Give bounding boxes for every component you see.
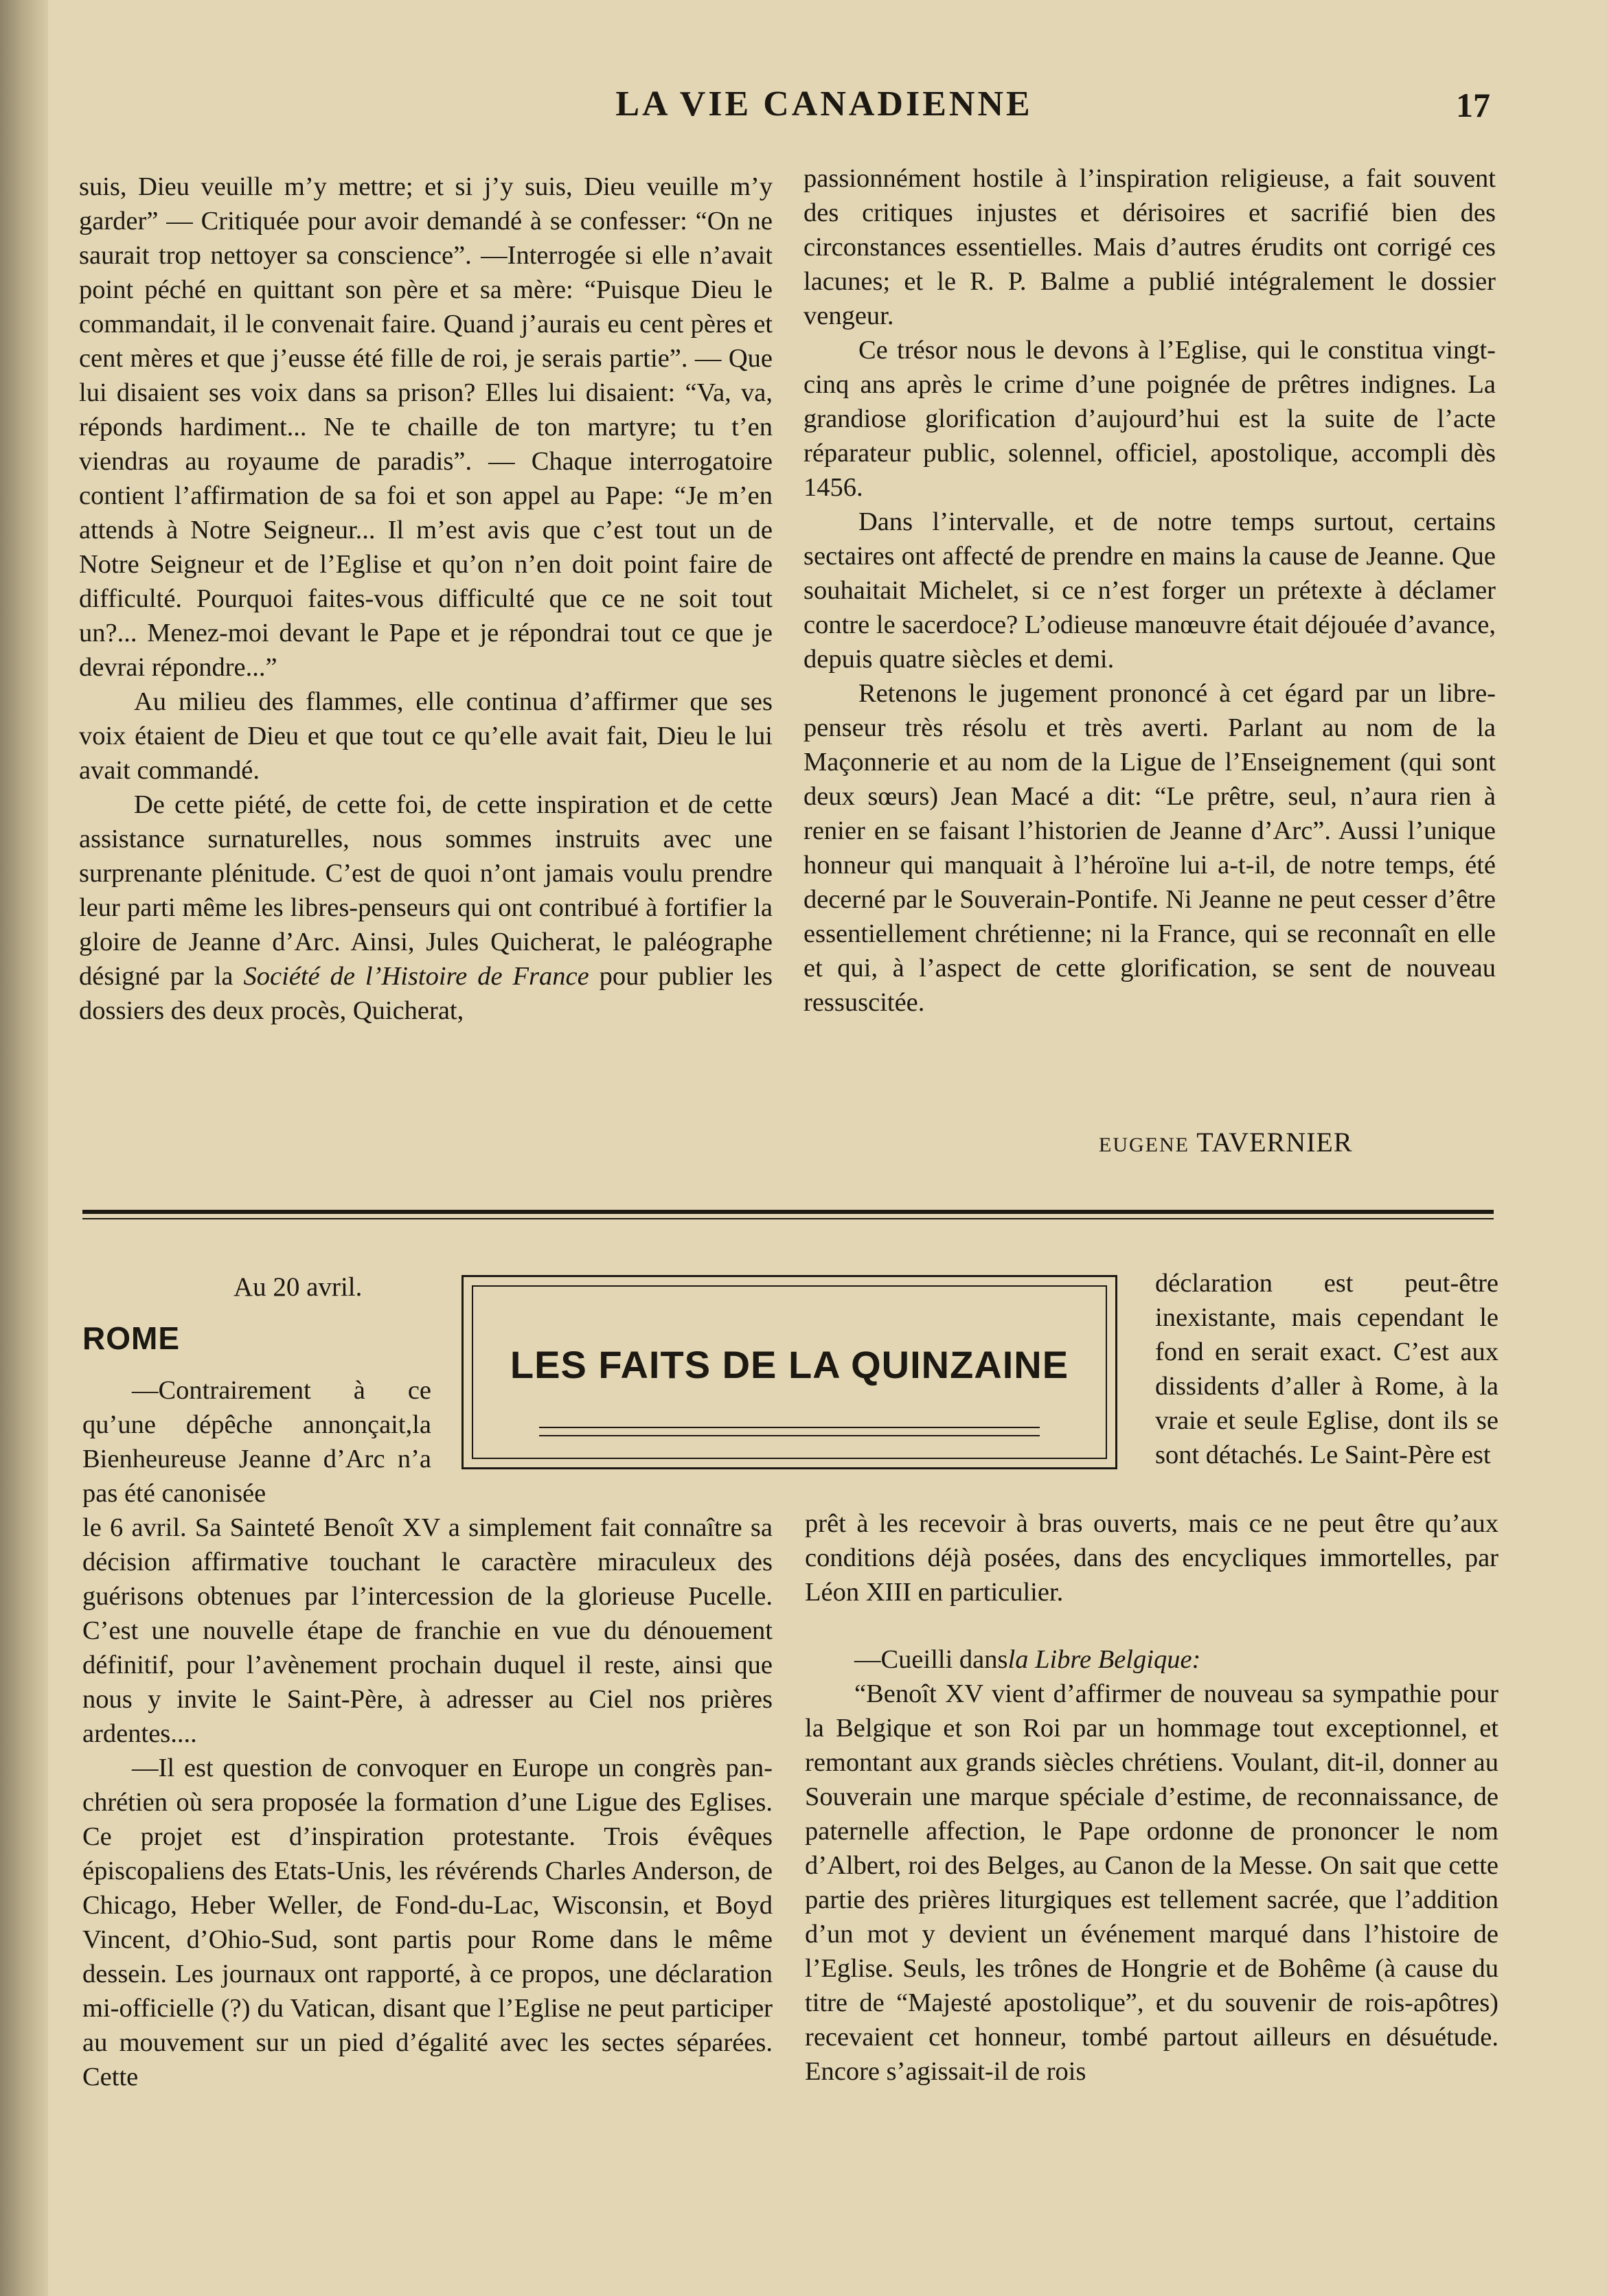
section-title-box <box>461 1275 1117 1469</box>
section-heading-rome: ROME <box>82 1320 180 1356</box>
magazine-title: LA VIE CANADIENNE <box>615 84 1033 124</box>
italic-title: la Libre Belgique: <box>1007 1645 1201 1674</box>
section-date: Au 20 avril. <box>233 1272 363 1302</box>
title-double-rule <box>539 1427 1040 1436</box>
paragraph <box>805 1642 1498 1677</box>
section-divider-thick <box>82 1210 1494 1214</box>
page-number: 17 <box>1456 86 1490 124</box>
text-run: pour publier les dossiers des deux procès, Quicherat, <box>79 962 773 1025</box>
text-run: —Cueilli dans <box>854 1645 1008 1674</box>
paragraph: déclaration est peut-être inexistante, mais cependant le fond en serait exact. C’est aux dissidents d’aller à Rome, à la vraie et seule Eglise, dont ils se sont détachés. Le Saint-Père est <box>1155 1269 1498 1469</box>
section-divider-thin <box>82 1218 1494 1219</box>
news-column-left <box>82 1511 773 2094</box>
italic-title: Société de l’Histoire de France <box>243 962 589 991</box>
paragraph: —Contrairement à ce qu’une dépêche annonçait,la Bienheureuse Jeanne d’Arc n’a pas été canonisée <box>82 1376 431 1508</box>
news-column-left-narrow <box>82 1373 431 1511</box>
author-signature <box>1099 1126 1353 1158</box>
author-last-name: TAVERNIER <box>1196 1127 1353 1158</box>
article-column-right <box>804 161 1496 1020</box>
paragraph: “Benoît XV vient d’affirmer de nouveau sa sympathie pour la Belgique et son Roi par un hommage tout exceptionnel, et remontant aux grands siècles chrétiens. Voulant, dit-il, donner au Souverain une marque spéciale d’estime, de reconnaissance, de paternelle affection, le Pape ordonne de prononcer le nom d’Albert, roi des Belges, au Canon de la Messe. On sait que cette partie des prières liturgiques est tellement sacrée, que l’addition d’un mot y devient un événement marqué dans l’histoire de l’Eglise. Seuls, les trônes de Hongrie et de Bohême (à cause du titre de “Majesté apostolique”, et du souvenir de rois-apôtres) recevaient cet honneur, tombé partout ailleurs en désuétude. Encore s’agissait-il de rois <box>805 1679 1498 2086</box>
section-title: LES FAITS DE LA QUINZAINE <box>510 1343 1069 1386</box>
paragraph: Au milieu des flammes, elle continua d’affirmer que ses voix étaient de Dieu et que tout ce qu’elle avait fait, Dieu le lui avait commandé. <box>79 687 773 785</box>
paragraph: Retenons le jugement prononcé à cet égard par un libre-penseur très résolu et très averti. Parlant au nom de la Maçonnerie et au nom de la Ligue de l’Enseignement (qui sont deux sœurs) Jean Macé a dit: “Le prêtre, seul, n’aura rien à renier en se faisant l’historien de Jeanne d’Arc”. Aussi l’unique honneur qui manquait à l’héroïne lui a-t-il, de notre temps, été decerné par le Souverain-Pontife. Ni Jeanne ne peut cesser d’être essentiellement chrétienne; ni la France, qui se reconnaît en elle et qui, à l’aspect de cette glorification, se sent de nouveau ressuscitée. <box>804 679 1496 1017</box>
paragraph: passionnément hostile à l’inspiration religieuse, a fait souvent des critiques injustes et dérisoires et sacrifié bien des circonstances essentielles. Mais d’autres érudits ont corrigé ces lacunes; et le R. P. Balme a publié intégralement le dossier vengeur. <box>804 164 1496 330</box>
paragraph: Dans l’intervalle, et de notre temps surtout, certains sectaires ont affecté de prendre en mains la cause de Jeanne. Que souhaitait Michelet, si ce n’est forger un prétexte à déclamer contre le sacerdoce? L’odieuse manœuvre était déjouée d’avance, depuis quatre siècles et demi. <box>804 507 1496 674</box>
news-column-right-narrow <box>1155 1266 1498 1472</box>
paragraph: prêt à les recevoir à bras ouverts, mais ce ne peut être qu’aux conditions déjà posées, dans des encycliques immortelles, par Léon XIII en particulier. <box>805 1509 1498 1607</box>
page-binding-edge <box>0 0 48 2296</box>
paragraph: —Il est question de convoquer en Europe un congrès pan-chrétien où sera proposée la formation d’une Ligue des Eglises. Ce projet est d’inspiration protestante. Trois évêques épiscopaliens des Etats-Unis, les révérends Charles Anderson, de Chicago, Heber Weller, de Fond-du-Lac, Wisconsin, et Boyd Vincent, d’Ohio-Sud, sont partis pour Rome dans le même dessein. Les journaux ont rapporté, à ce propos, une déclaration mi-officielle (?) du Vatican, disant que l’Eglise ne peut participer au mouvement sur un pied d’égalité avec les sectes séparées. Cette <box>82 1754 773 2091</box>
paragraph: Ce trésor nous le devons à l’Eglise, qui le constitua vingt-cinq ans après le crime d’une poignée de prêtres indignes. La grandiose glorification d’aujourd’hui est la suite de l’acte réparateur public, solennel, officiel, apostolique, accompli dès 1456. <box>804 336 1496 502</box>
article-column-left <box>79 170 773 1028</box>
news-column-right <box>805 1506 1498 2089</box>
paragraph: suis, Dieu veuille m’y mettre; et si j’y suis, Dieu veuille m’y garder” — Critiquée pour avoir demandé à se confesser: “On ne saurait trop nettoyer sa conscience”. —Interrogée si elle n’avait point péché en quittant son père et sa mère: “Puisque Dieu le commandait, il le convenait faire. Quand j’aurais eu cent pères et cent mères et que j’eusse été fille de roi, je serais partie”. — Que lui disaient ses voix dans sa prison? Elles lui disaient: “Va, va, réponds hardiment... Ne te chaille de ton martyre; tu t’en viendras au royaume de paradis”. — Chaque interrogatoire contient l’affirmation de sa foi et son appel au Pape: “Je m’en attends à Notre Seigneur... Il m’est avis que c’est tout un de Notre Seigneur et de l’Eglise et qu’on n’en doit point faire de difficulté. Pourquoi faites-vous difficulté que ce ne soit tout un?... Menez-moi devant le Pape et je répondrai tout ce que je devrai répondre...” <box>79 172 773 682</box>
author-first-name: EUGENE <box>1099 1134 1189 1156</box>
paragraph-gap <box>805 1609 1498 1642</box>
paragraph: le 6 avril. Sa Sainteté Benoît XV a simplement fait connaître sa décision affirmative touchant le caractère miraculeux des guérisons obtenues par l’intercession de la glorieuse Pucelle. C’est une nouvelle étape de franchie en vue du dénouement définitif, pour l’avènement prochain duquel il reste, ainsi que nous y invite le Saint-Père, à adresser au Ciel nos prières ardentes.... <box>82 1513 773 1748</box>
paragraph <box>79 788 773 1028</box>
text-run: De cette piété, de cette foi, de cette inspiration et de cette assistance surnaturelles, nous sommes instruits avec une surprenante plénitude. C’est de quoi n’ont jamais voulu prendre leur parti même les libres-penseurs qui ont contribué à fortifier la gloire de Jeanne d’Arc. Ainsi, Jules Quicherat, le paléographe désigné par la <box>79 790 773 991</box>
